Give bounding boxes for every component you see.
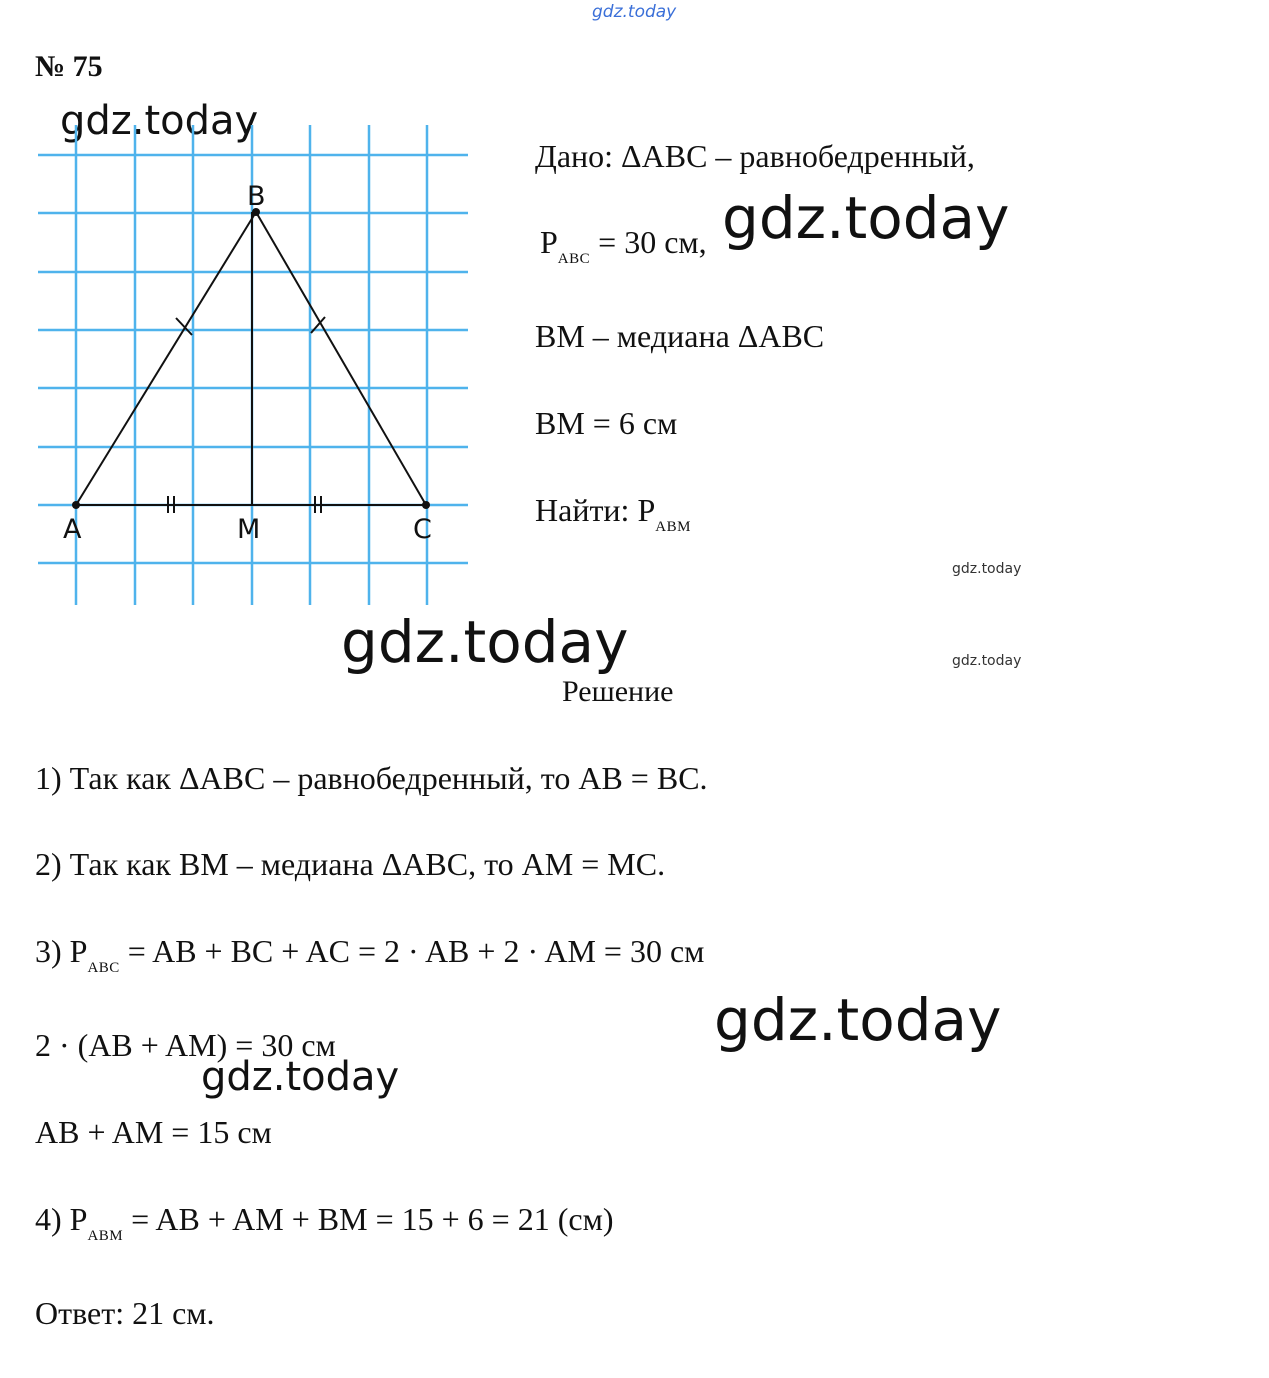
solution-step-4 xyxy=(35,1203,613,1244)
watermark-top: gdz.today xyxy=(592,2,677,22)
step3-rest: = AB + BC + AC = 2 · AB + 2 · AM = 30 см xyxy=(119,933,705,969)
label-b: B xyxy=(247,181,266,212)
solution-heading: Решение xyxy=(562,675,674,708)
find-symbol: P xyxy=(637,492,656,528)
given-line-perimeter xyxy=(540,226,707,267)
perimeter-value: = 30 см, xyxy=(590,224,707,260)
step4-rest: = AB + AM + BM = 15 + 6 = 21 (см) xyxy=(123,1201,614,1237)
watermark-small-1: gdz.today xyxy=(952,561,1022,577)
triangle-abc xyxy=(76,212,426,513)
perimeter-sub: ABC xyxy=(557,251,591,267)
problem-number: № 75 xyxy=(35,50,103,83)
solution-eq-1: 2 · (AB + AM) = 30 см xyxy=(35,1027,336,1063)
solution-step-2: 2) Так как BM – медиана ΔABC, то AM = MC. xyxy=(35,846,666,882)
solution-step-1: 1) Так как ΔABC – равнобедренный, то AB = BC. xyxy=(35,760,708,796)
answer: Ответ: 21 см. xyxy=(35,1295,215,1331)
step4-symbol: P xyxy=(69,1201,88,1237)
given-line-median: BM – медиана ΔABC xyxy=(535,318,825,354)
watermark-lower: gdz.today xyxy=(201,1054,400,1100)
step3-symbol: P xyxy=(69,933,88,969)
side-bc xyxy=(256,212,426,505)
given-line-1: Дано: ΔABC – равнобедренный, xyxy=(535,138,975,174)
watermark-right: gdz.today xyxy=(714,986,1002,1054)
side-ab xyxy=(76,212,256,505)
vertex-c xyxy=(422,501,430,509)
step4-sub: ABM xyxy=(87,1228,124,1244)
watermark-diagram: gdz.today xyxy=(60,98,259,144)
watermark-small-2: gdz.today xyxy=(952,653,1022,669)
given-line-bm: BM = 6 см xyxy=(535,405,678,441)
label-m: M xyxy=(237,514,261,545)
perimeter-symbol: P xyxy=(540,224,558,260)
step3-sub: ABC xyxy=(87,960,120,976)
solution-step-3 xyxy=(35,935,704,976)
find-line xyxy=(535,494,691,535)
vertex-a xyxy=(72,501,80,509)
step3-prefix: 3) xyxy=(35,933,70,969)
solution-eq-2: AB + AM = 15 см xyxy=(35,1114,272,1150)
label-a: A xyxy=(63,514,82,545)
watermark-center: gdz.today xyxy=(341,608,629,676)
find-prefix: Найти: xyxy=(535,492,638,528)
label-c: C xyxy=(413,514,432,545)
watermark-given: gdz.today xyxy=(722,184,1010,252)
step4-prefix: 4) xyxy=(35,1201,70,1237)
triangle-diagram xyxy=(30,125,475,610)
find-sub: ABM xyxy=(655,519,691,535)
